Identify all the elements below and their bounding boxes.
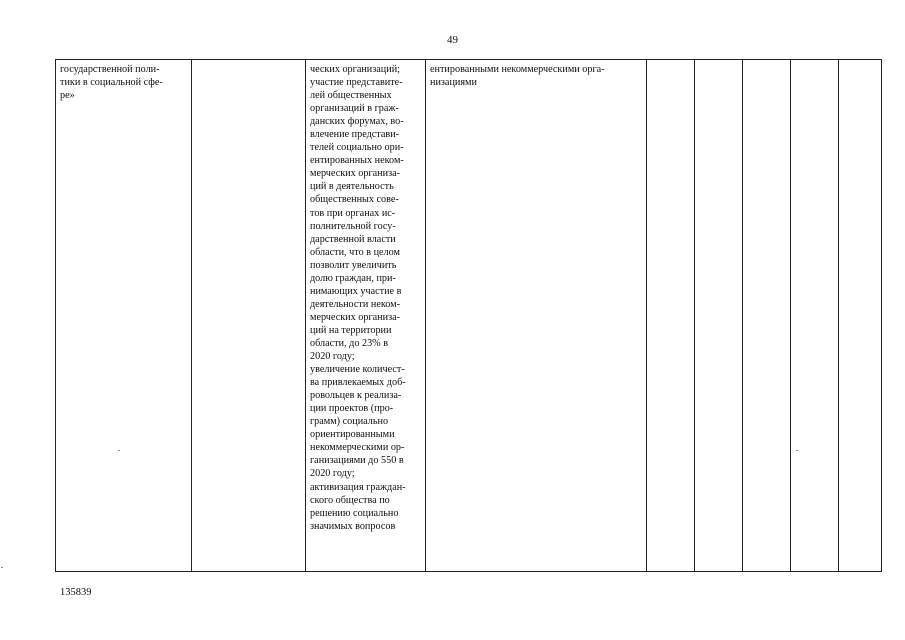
table-cell — [306, 60, 426, 572]
table-cell — [426, 60, 647, 572]
scan-speck — [118, 450, 120, 451]
cell-text: государственной поли- тики в социальной сфе- ре» — [60, 64, 163, 102]
cell-text: ентированными некоммерческими орга- низациями — [430, 64, 605, 89]
cell-text: ческих организаций; участие представите- лей общественных организаций в граж- данских форумах, во- влечение представи- телей социально ори- ентированных неком- мерческих организа- ций в деятельность общественных сове- тов при органах ис- полнительной госу- дарственной власти области, что в целом позволит увеличить долю граждан, при- нимающих участие в деятельности неком- мерческих организа- ций на территории области, до 23% в 2020 году; увеличение количест- ва привлекаемых доб- ровольцев к реализа- ции проектов (про- грамм) социально ориентированными некоммерческими ор- ганизациями до 550 в 2020 году; активизация граждан- ского общества по решению социально значимых вопросов — [310, 64, 406, 532]
table-cell — [839, 60, 882, 572]
table-cell — [791, 60, 839, 572]
table-cell — [56, 60, 192, 572]
scan-speck — [1, 567, 3, 568]
scan-speck — [796, 450, 798, 451]
table-cell — [192, 60, 306, 572]
document-table — [55, 59, 882, 572]
table-row — [56, 60, 882, 572]
document-number: 135839 — [60, 587, 92, 598]
table-cell — [695, 60, 743, 572]
table-cell — [647, 60, 695, 572]
table-cell — [743, 60, 791, 572]
page-number: 49 — [447, 34, 458, 46]
